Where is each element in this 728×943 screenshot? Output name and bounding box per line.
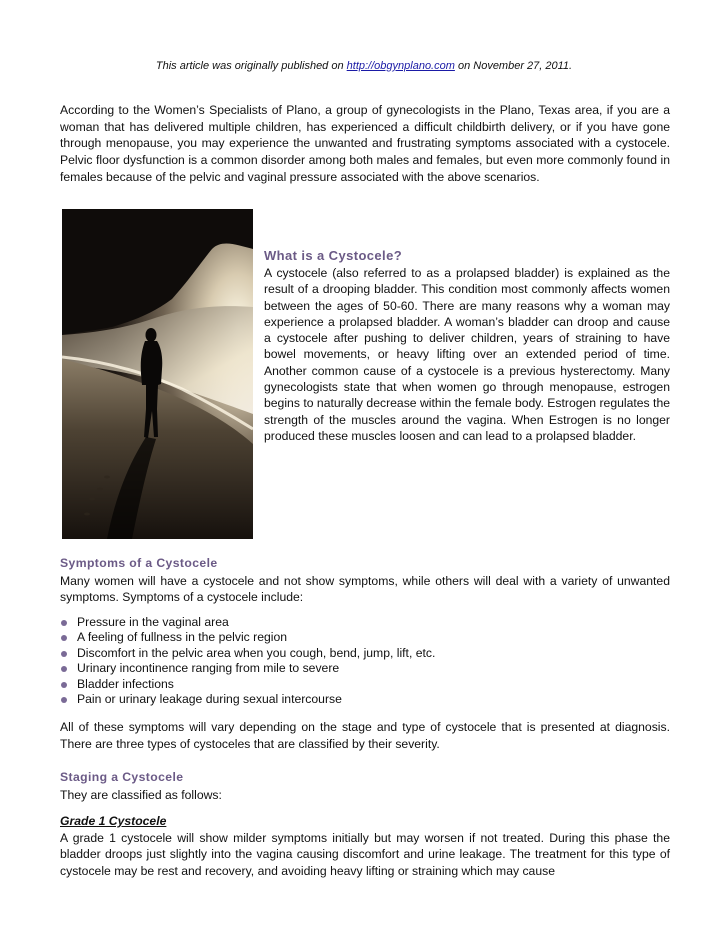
intro-paragraph: According to the Women’s Specialists of Plano, a group of gynecologists in the Plano, Texas area, if you are a woman that has delivered multiple children, has experienced a difficult childbirth delivery, or if you have gone through menopause, you may experience the unwanted and frustrating symptoms associated with a cystocele. Pelvic floor dysfunction is a common disorder among both males and females, but even more commonly found in females because of the pelvic and vaginal pressure associated with the above scenarios. (60, 103, 670, 184)
list-item: Urinary incontinence ranging from mile to severe (60, 661, 670, 676)
beach-silhouette-photo (62, 209, 253, 539)
grade1-body: A grade 1 cystocele will show milder symptoms initially but may worsen if not treated. During this phase the bladder droops just slightly into the vagina causing discomfort and urine leakage. The treatment for this type of cystocele may be rest and recovery, and avoiding heavy lifting or straining which may cause (60, 830, 670, 879)
symptoms-section (60, 555, 670, 606)
symptoms-outro: All of these symptoms will vary depending on the stage and type of cystocele that is presented at diagnosis. There are three types of cystoceles that are classified by their severity. (60, 720, 670, 751)
what-is-heading: What is a Cystocele? (264, 248, 403, 263)
source-link[interactable]: http://obgynplano.com (346, 60, 455, 72)
list-item: Pressure in the vaginal area (60, 615, 670, 630)
symptoms-intro: Many women will have a cystocele and not show symptoms, while others will deal with a variety of unwanted symptoms. Symptoms of a cystocele include: (60, 573, 670, 605)
publication-notice (0, 60, 728, 72)
symptoms-list (60, 615, 670, 707)
list-item: Discomfort in the pelvic area when you cough, bend, jump, lift, etc. (60, 646, 670, 661)
bullet-icon (61, 682, 67, 688)
notice-prefix: This article was originally published on (155, 60, 347, 72)
symptoms-outro-block (60, 719, 670, 752)
what-is-body: A cystocele (also referred to as a prolapsed bladder) is explained as the result of a drooping bladder. This condition most commonly affects women between the ages of 50-60. There are many reasons why a woman may experience a prolapsed bladder. A woman’s bladder can droop and cause a cystocele after pushing to deliver children, years of straining to have bowel movements, or heavy lifting over an extended period of time. Another common cause of a cystocele is a previous hysterectomy. Many gynecologists state that when women go through menopause, estrogen begins to naturally decrease within the female body. Estrogen regulates the strength of the muscles around the vagina. When Estrogen is no longer produced these muscles loosen and can lead to a prolapsed bladder. (264, 266, 670, 443)
staging-heading: Staging a Cystocele (60, 770, 184, 784)
bullet-icon (61, 635, 67, 641)
list-item: Pain or urinary leakage during sexual intercourse (60, 692, 670, 707)
staging-intro: They are classified as follows: (60, 787, 222, 802)
notice-suffix: on November 27, 2011. (454, 60, 573, 72)
list-item: A feeling of fullness in the pelvic region (60, 630, 670, 645)
grade1-heading: Grade 1 Cystocele (60, 814, 167, 828)
symptoms-heading: Symptoms of a Cystocele (60, 556, 218, 570)
staging-section (60, 769, 670, 803)
what-is-section (264, 247, 670, 444)
bullet-icon (61, 666, 67, 672)
bullet-icon (61, 697, 67, 703)
grade1-section (60, 813, 670, 880)
bullet-icon (61, 651, 67, 657)
bullet-icon (61, 620, 67, 626)
list-item: Bladder infections (60, 677, 670, 692)
